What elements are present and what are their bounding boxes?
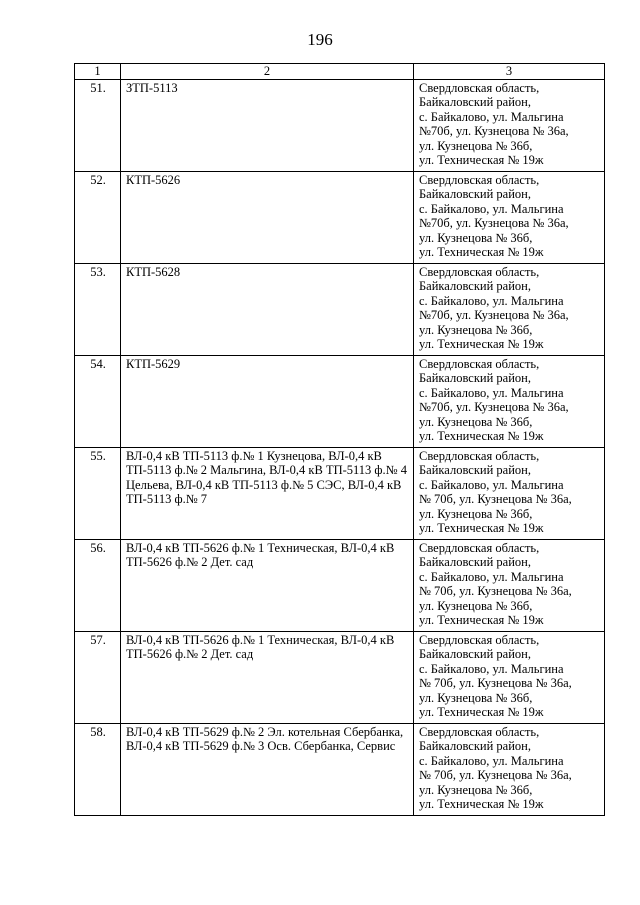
table-row xyxy=(75,723,605,815)
address-line: № 70б, ул. Кузнецова № 36а, xyxy=(419,584,572,598)
object-name: ЗТП-5113 xyxy=(121,79,414,171)
address-line: ул. Кузнецова № 36б, xyxy=(419,230,533,245)
object-address xyxy=(414,355,605,447)
address-line: ул. Техническая № 19ж xyxy=(419,429,544,443)
address-line: с. Байкалово, ул. Мальгина xyxy=(419,661,564,676)
table-header-row xyxy=(75,64,605,80)
address-line: Байкаловский район, xyxy=(419,95,531,109)
row-number: 54. xyxy=(75,355,121,447)
row-number: 51. xyxy=(75,79,121,171)
object-name: ВЛ-0,4 кВ ТП-5113 ф.№ 1 Кузнецова, ВЛ-0,4 кВ ТП-5113 ф.№ 2 Мальгина, ВЛ-0,4 кВ ТП-5113 ф.№ 4 Цельева, ВЛ-0,4 кВ ТП-5113 ф.№ 5 СЭС, ВЛ-0,4 кВ ТП-5113 ф.№ 7 xyxy=(121,447,414,539)
address-line: Байкаловский район, xyxy=(419,463,531,477)
address-line: №70б, ул. Кузнецова № 36а, xyxy=(419,216,569,230)
object-name: ВЛ-0,4 кВ ТП-5629 ф.№ 2 Эл. котельная Сбербанка, ВЛ-0,4 кВ ТП-5629 ф.№ 3 Осв. Сбербанка, Сервис xyxy=(121,723,414,815)
address-line: №70б, ул. Кузнецова № 36а, xyxy=(419,400,569,414)
object-address xyxy=(414,539,605,631)
address-line: ул. Техническая № 19ж xyxy=(419,521,544,535)
page-number: 196 xyxy=(307,30,333,49)
address-line: с. Байкалово, ул. Мальгина xyxy=(419,477,564,492)
address-line: ул. Техническая № 19ж xyxy=(419,705,544,719)
address-line: Свердловская область, xyxy=(419,448,540,463)
object-address xyxy=(414,263,605,355)
column-header-2: 2 xyxy=(121,64,414,80)
row-number: 52. xyxy=(75,171,121,263)
object-name: КТП-5626 xyxy=(121,171,414,263)
table-row xyxy=(75,79,605,171)
address-line: с. Байкалово, ул. Мальгина xyxy=(419,753,564,768)
object-address xyxy=(414,447,605,539)
row-number: 55. xyxy=(75,447,121,539)
address-line: № 70б, ул. Кузнецова № 36а, xyxy=(419,768,572,782)
address-line: ул. Кузнецова № 36б, xyxy=(419,782,533,797)
address-line: Байкаловский район, xyxy=(419,555,531,569)
address-line: № 70б, ул. Кузнецова № 36а, xyxy=(419,492,572,506)
table-row xyxy=(75,263,605,355)
address-line: ул. Техническая № 19ж xyxy=(419,797,544,811)
table-row xyxy=(75,171,605,263)
address-line: №70б, ул. Кузнецова № 36а, xyxy=(419,124,569,138)
address-line: с. Байкалово, ул. Мальгина xyxy=(419,201,564,216)
address-line: Свердловская область, xyxy=(419,632,540,647)
address-line: ул. Кузнецова № 36б, xyxy=(419,690,533,705)
address-line: ул. Кузнецова № 36б, xyxy=(419,138,533,153)
address-line: Свердловская область, xyxy=(419,356,540,371)
address-line: с. Байкалово, ул. Мальгина xyxy=(419,109,564,124)
address-line: ул. Техническая № 19ж xyxy=(419,245,544,259)
address-line: Свердловская область, xyxy=(419,724,540,739)
address-line: ул. Кузнецова № 36б, xyxy=(419,322,533,337)
object-address xyxy=(414,79,605,171)
object-name: ВЛ-0,4 кВ ТП-5626 ф.№ 1 Техническая, ВЛ-0,4 кВ ТП-5626 ф.№ 2 Дет. сад xyxy=(121,631,414,723)
address-line: Байкаловский район, xyxy=(419,647,531,661)
address-line: ул. Техническая № 19ж xyxy=(419,337,544,351)
table-row xyxy=(75,631,605,723)
object-name: КТП-5628 xyxy=(121,263,414,355)
address-line: Свердловская область, xyxy=(419,540,540,555)
table-row xyxy=(75,355,605,447)
object-address xyxy=(414,631,605,723)
row-number: 58. xyxy=(75,723,121,815)
row-number: 53. xyxy=(75,263,121,355)
address-line: ул. Техническая № 19ж xyxy=(419,613,544,627)
column-header-1: 1 xyxy=(75,64,121,80)
address-line: Байкаловский район, xyxy=(419,187,531,201)
address-line: Свердловская область, xyxy=(419,80,540,95)
column-header-3: 3 xyxy=(414,64,605,80)
object-address xyxy=(414,171,605,263)
address-line: Байкаловский район, xyxy=(419,739,531,753)
address-line: №70б, ул. Кузнецова № 36а, xyxy=(419,308,569,322)
address-line: Свердловская область, xyxy=(419,264,540,279)
registry-table xyxy=(74,63,605,816)
address-line: с. Байкалово, ул. Мальгина xyxy=(419,569,564,584)
table-row xyxy=(75,447,605,539)
address-line: ул. Кузнецова № 36б, xyxy=(419,506,533,521)
address-line: № 70б, ул. Кузнецова № 36а, xyxy=(419,676,572,690)
address-line: Байкаловский район, xyxy=(419,279,531,293)
object-address xyxy=(414,723,605,815)
address-line: ул. Техническая № 19ж xyxy=(419,153,544,167)
row-number: 56. xyxy=(75,539,121,631)
address-line: ул. Кузнецова № 36б, xyxy=(419,598,533,613)
table-row xyxy=(75,539,605,631)
address-line: с. Байкалово, ул. Мальгина xyxy=(419,293,564,308)
address-line: Свердловская область, xyxy=(419,172,540,187)
address-line: с. Байкалово, ул. Мальгина xyxy=(419,385,564,400)
row-number: 57. xyxy=(75,631,121,723)
address-line: ул. Кузнецова № 36б, xyxy=(419,414,533,429)
object-name: КТП-5629 xyxy=(121,355,414,447)
object-name: ВЛ-0,4 кВ ТП-5626 ф.№ 1 Техническая, ВЛ-0,4 кВ ТП-5626 ф.№ 2 Дет. сад xyxy=(121,539,414,631)
address-line: Байкаловский район, xyxy=(419,371,531,385)
